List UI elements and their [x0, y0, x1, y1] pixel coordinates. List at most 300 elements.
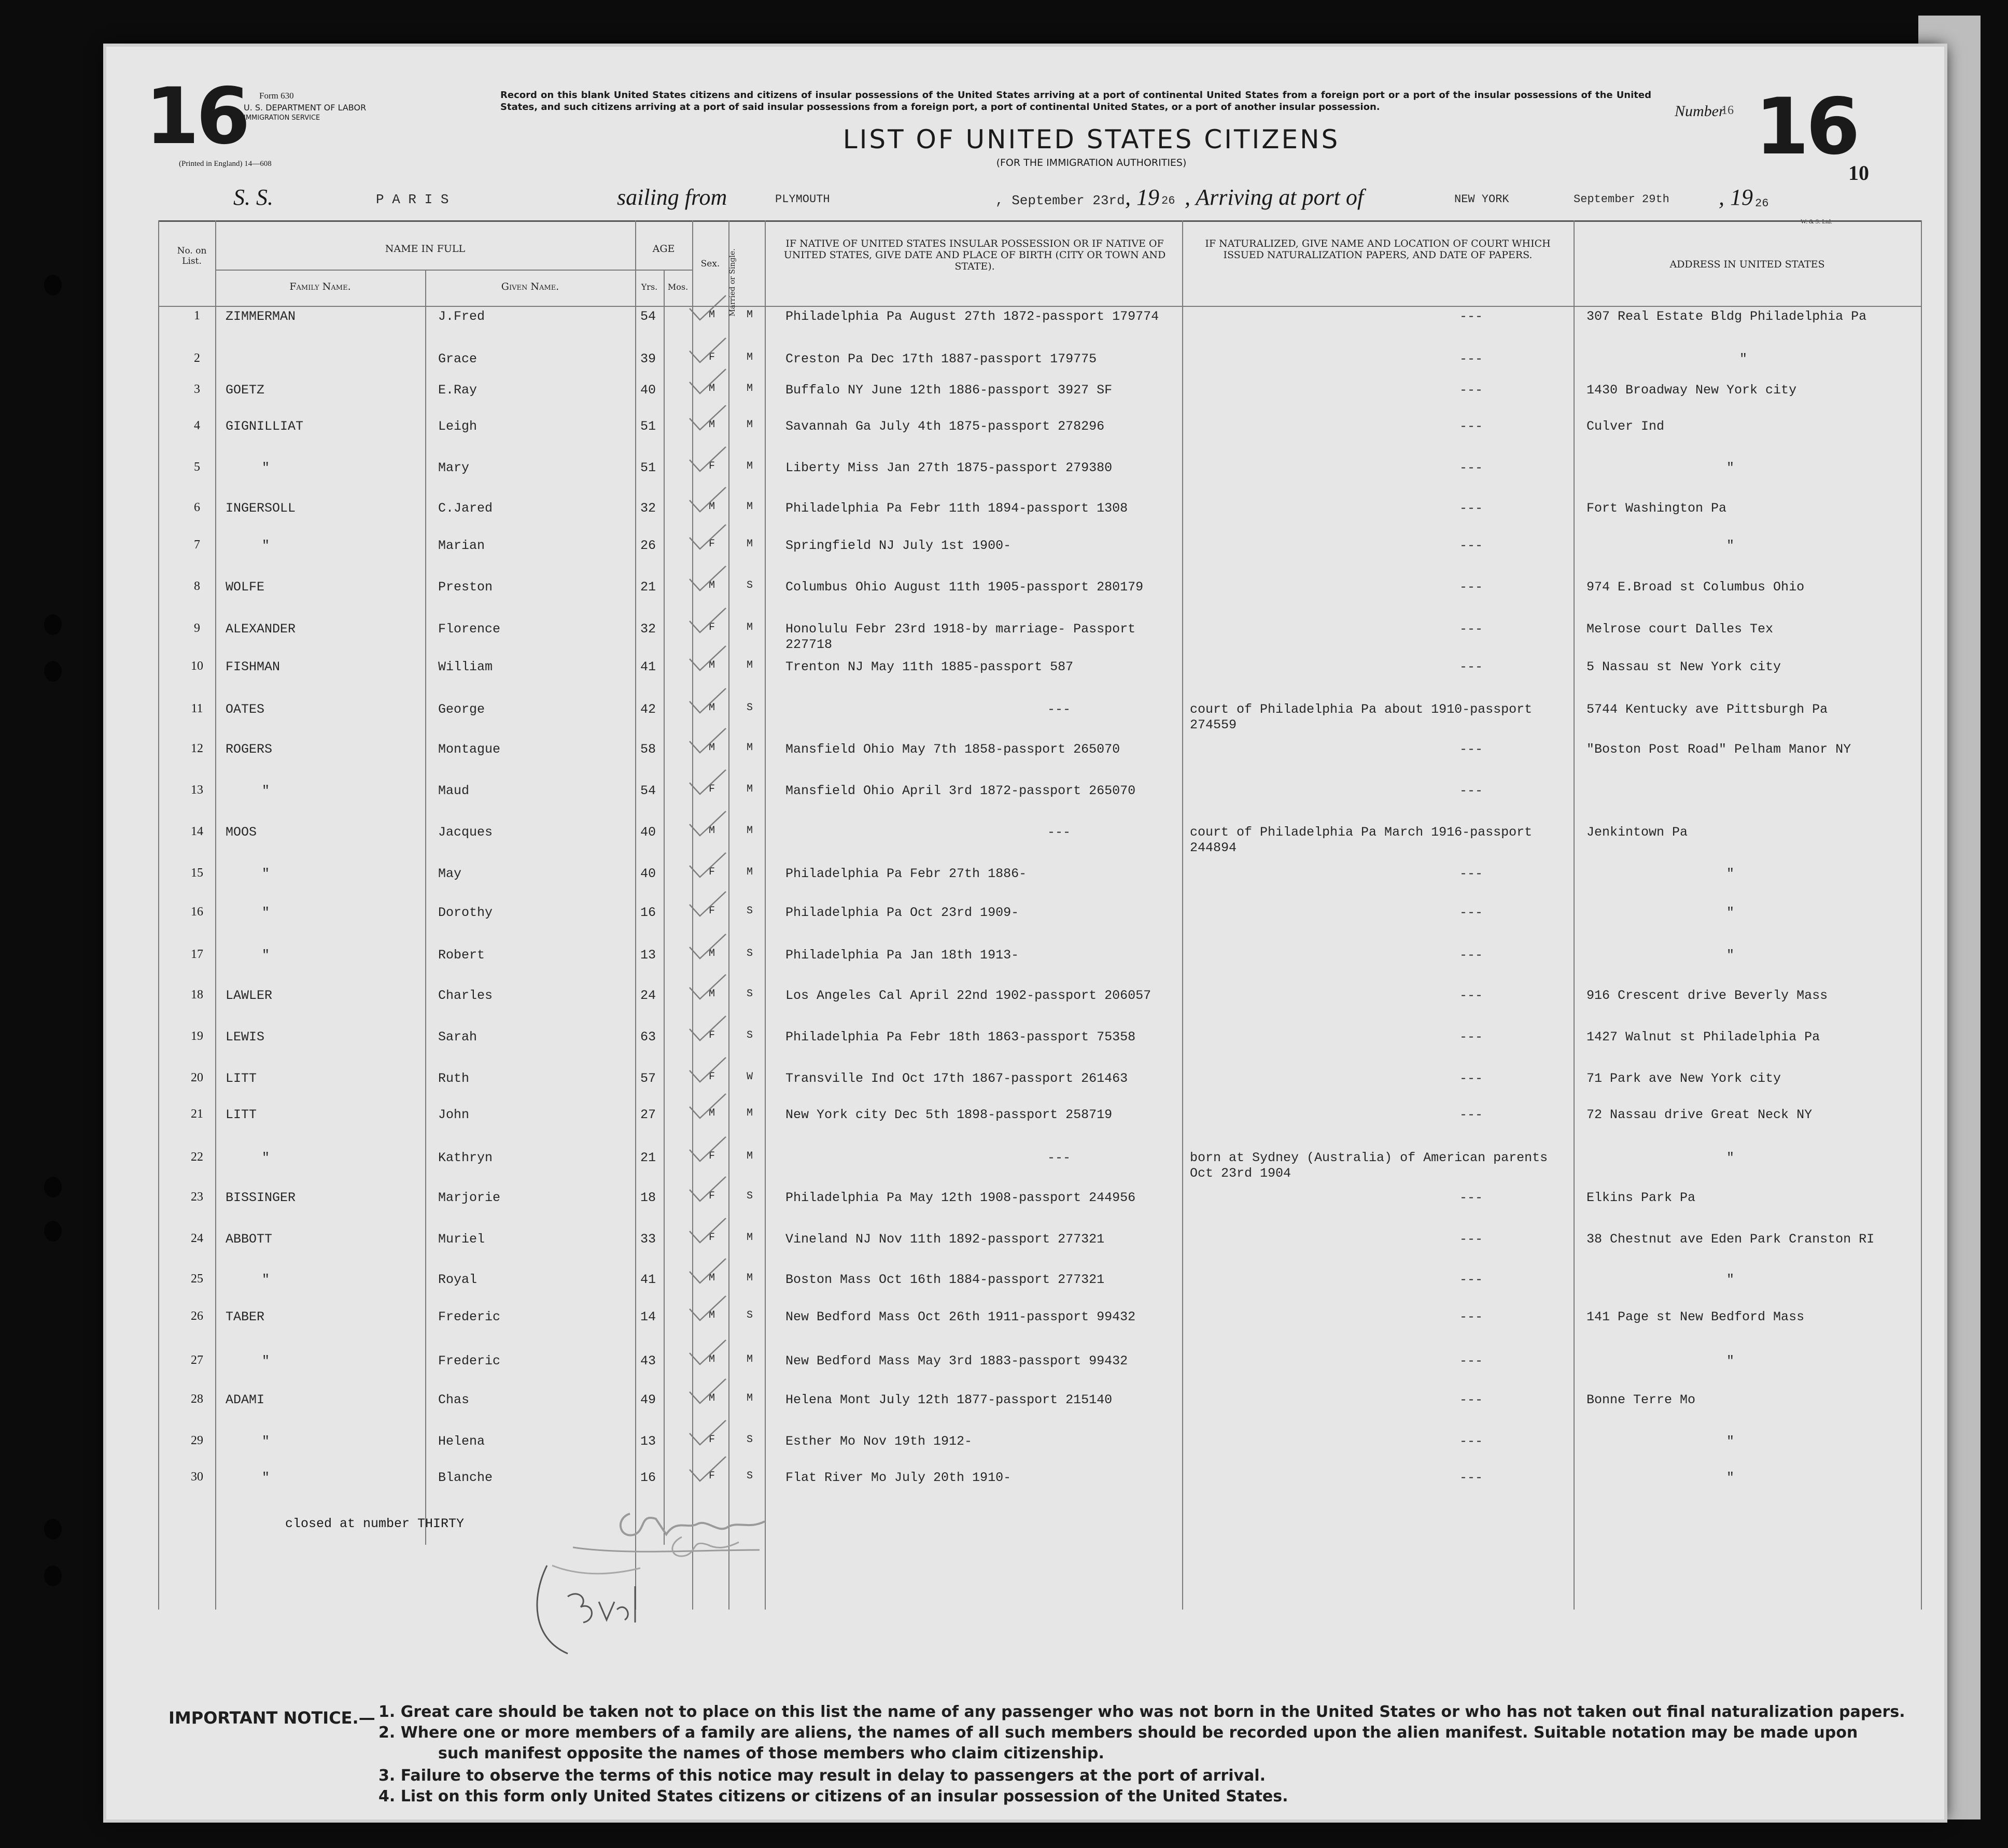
cell-family: TABER: [226, 1309, 265, 1324]
manifest-sheet: [106, 47, 1944, 1819]
binder-hole: [44, 1177, 62, 1197]
form-number-left: 16: [145, 72, 247, 162]
row-number: 23: [191, 1190, 203, 1204]
cell-ms: M: [747, 383, 753, 394]
pencil-check-mark: [687, 1418, 728, 1449]
row-number: 2: [194, 351, 200, 365]
table-row: [106, 1104, 1944, 1125]
cell-given: Montague: [438, 742, 501, 757]
pencil-check-mark: [687, 1293, 728, 1324]
cell-age: 51: [640, 460, 656, 475]
cell-nat: ---: [1459, 580, 1483, 595]
cell-age: 21: [640, 580, 656, 595]
table-row: [106, 1229, 1944, 1249]
cell-family: GIGNILLIAT: [226, 419, 304, 434]
cell-nat: ---: [1459, 783, 1483, 798]
department: U. S. DEPARTMENT OF LABOR: [244, 103, 367, 112]
pencil-check-mark: [687, 932, 728, 963]
cell-age: 24: [640, 988, 656, 1003]
cell-age: 26: [640, 538, 656, 553]
cell-given: William: [438, 659, 493, 674]
cell-birth: Mansfield Ohio April 3rd 1872-passport 265070: [785, 783, 1136, 798]
cell-addr: ": [1726, 460, 1735, 475]
cell-ms: S: [747, 580, 753, 591]
cell-sex: F: [709, 538, 715, 550]
header-naturalized: IF NATURALIZED, GIVE NAME AND LOCATION OF COURT WHICH ISSUED NATURALIZATION PAPERS, AND DATE OF PAPERS.: [1205, 238, 1551, 261]
cell-sex: F: [709, 460, 715, 472]
pencil-check-mark: [687, 366, 728, 398]
ship-name: P A R I S: [376, 192, 449, 207]
cell-given: Frederic: [438, 1309, 501, 1324]
pencil-check-mark: [687, 972, 728, 1003]
notice-item-2b: such manifest opposite the names of those members who claim citizenship.: [438, 1744, 1104, 1762]
page-mark: 10: [1848, 161, 1869, 185]
cell-age: 39: [640, 351, 656, 366]
cell-age: 32: [640, 501, 656, 516]
row-number: 29: [191, 1434, 203, 1447]
cell-family: ALEXANDER: [226, 622, 296, 637]
cell-birth: Transville Ind Oct 17th 1867-passport 261463: [785, 1071, 1128, 1086]
cell-addr: 1430 Broadway New York city: [1586, 383, 1797, 398]
cell-addr: ": [1726, 1272, 1735, 1287]
cell-age: 18: [640, 1190, 656, 1205]
header-given-name: Given Name.: [501, 281, 559, 292]
row-number: 19: [191, 1029, 203, 1043]
cell-addr: ": [1726, 866, 1735, 881]
table-row: [106, 498, 1944, 518]
row-number: 20: [191, 1071, 203, 1084]
header-name-in-full: NAME IN FULL: [385, 243, 466, 255]
row-number: 17: [191, 948, 203, 961]
binder-hole: [44, 1221, 62, 1242]
cell-sex: F: [709, 1434, 715, 1446]
pencil-check-mark: [687, 293, 728, 324]
cell-birth: Honolulu Febr 23rd 1918-by marriage- Passport: [785, 622, 1136, 637]
cell-addr: 1427 Walnut st Philadelphia Pa: [1586, 1029, 1820, 1045]
table-row: [106, 1026, 1944, 1047]
cell-family: ABBOTT: [226, 1232, 273, 1247]
cell-age: 40: [640, 825, 656, 840]
cell-birth: Savannah Ga July 4th 1875-passport 278296: [785, 419, 1105, 434]
row-number: 28: [191, 1392, 203, 1406]
cell-addr: 71 Park ave New York city: [1586, 1071, 1781, 1086]
cell-given: Robert: [438, 948, 485, 963]
cell-given: Kathryn: [438, 1150, 493, 1165]
table-row: [106, 379, 1944, 400]
row-number: 10: [191, 659, 203, 673]
cell-given: Ruth: [438, 1071, 470, 1086]
row-number: 9: [194, 622, 200, 635]
cell-nat: ---: [1459, 1470, 1483, 1485]
cell-birth: Philadelphia Pa Febr 27th 1886-: [785, 866, 1027, 881]
cell-birth: Los Angeles Cal April 22nd 1902-passport 206057: [785, 988, 1152, 1003]
cell-addr: ": [1726, 1470, 1735, 1485]
row-number: 11: [191, 702, 203, 715]
cell-family: INGERSOLL: [226, 501, 296, 516]
row-number: 14: [191, 825, 203, 838]
cell-age: 41: [640, 1272, 656, 1287]
cell-nat: ---: [1459, 1232, 1483, 1247]
cell-given: Maud: [438, 783, 470, 798]
cell-nat: ---: [1459, 1190, 1483, 1205]
cell-birth: Vineland NJ Nov 11th 1892-passport 277321: [785, 1232, 1105, 1247]
cell-birth: Philadelphia Pa May 12th 1908-passport 244956: [785, 1190, 1136, 1205]
cell-birth: Philadelphia Pa August 27th 1872-passport 179774: [785, 309, 1159, 324]
cell-sex: F: [709, 1071, 715, 1083]
cell-birth: Helena Mont July 12th 1877-passport 215140: [785, 1392, 1113, 1407]
table-row: [106, 1467, 1944, 1488]
cell-birth: Columbus Ohio August 11th 1905-passport 280179: [785, 580, 1144, 595]
cell-given: J.Fred: [438, 309, 485, 324]
cell-ms: M: [747, 538, 753, 550]
table-row: [106, 348, 1944, 369]
cell-given: Jacques: [438, 825, 493, 840]
cell-nat: court of Philadelphia Pa about 1910-passport: [1190, 702, 1533, 717]
cell-sex: M: [709, 383, 715, 394]
cell-addr: 5 Nassau st New York city: [1586, 659, 1781, 674]
form-subtitle: (FOR THE IMMIGRATION AUTHORITIES): [996, 157, 1187, 168]
row-number: 27: [191, 1353, 203, 1367]
cell-sex: F: [709, 622, 715, 633]
cell-addr: 5744 Kentucky ave Pittsburgh Pa: [1586, 702, 1828, 717]
notice-item-4: 4. List on this form only United States citizens or citizens of an insular possession of the United States.: [378, 1787, 1288, 1805]
pencil-check-mark: [687, 522, 728, 553]
binder-hole: [44, 614, 62, 635]
cell-addr: 38 Chestnut ave Eden Park Cranston RI: [1586, 1232, 1875, 1247]
cell-nat: ---: [1459, 1353, 1483, 1369]
row-number: 1: [194, 309, 200, 322]
cell-nat: ---: [1459, 460, 1483, 475]
cell-nat: ---: [1459, 659, 1483, 674]
table-row: [106, 985, 1944, 1006]
cell-birth: New Bedford Mass Oct 26th 1911-passport 99432: [785, 1309, 1136, 1324]
cell-birth: Philadelphia Pa Oct 23rd 1909-: [785, 905, 1019, 920]
cell-ms: M: [747, 1392, 753, 1404]
cell-sex: F: [709, 1029, 715, 1041]
row-number: 25: [191, 1272, 203, 1286]
cell-birth: New Bedford Mass May 3rd 1883-passport 99432: [785, 1353, 1128, 1369]
cell-ms: S: [747, 905, 753, 917]
cell-sex: M: [709, 1392, 715, 1404]
cell-ms: W: [747, 1071, 753, 1083]
binder-hole: [44, 1519, 62, 1540]
cell-nat: ---: [1459, 383, 1483, 398]
cell-sex: M: [709, 1353, 715, 1365]
cell-sex: F: [709, 1232, 715, 1244]
notice-item-3: 3. Failure to observe the terms of this notice may result in delay to passengers at the port of arrival.: [378, 1767, 1266, 1785]
table-row: [106, 1147, 1944, 1181]
cell-family: WOLFE: [226, 580, 265, 595]
cell-birth: Springfield NJ July 1st 1900-: [785, 538, 1012, 553]
cell-ms: M: [747, 1150, 753, 1162]
cell-sex: F: [709, 783, 715, 795]
cell-ms: M: [747, 825, 753, 837]
cell-given: John: [438, 1107, 470, 1122]
cell-family: ": [262, 538, 270, 553]
cell-given: Grace: [438, 351, 478, 366]
table-row: [106, 1269, 1944, 1290]
cell-family: ZIMMERMAN: [226, 309, 296, 324]
cell-nat: ---: [1459, 538, 1483, 553]
cell-addr: ": [1726, 1353, 1735, 1369]
cell-sex: F: [709, 1150, 715, 1162]
cell-addr: ": [1726, 1150, 1735, 1165]
cell-age: 32: [640, 622, 656, 637]
cell-ms: M: [747, 419, 753, 431]
cell-ms: M: [747, 742, 753, 754]
cell-addr: Culver Ind: [1586, 419, 1665, 434]
pencil-check-mark: [687, 1134, 728, 1165]
header-no: No. on List.: [177, 246, 207, 266]
cell-sex: M: [709, 1107, 715, 1119]
closing-note: closed at number THIRTY: [285, 1516, 465, 1531]
cell-ms: S: [747, 988, 753, 1000]
cell-given: E.Ray: [438, 383, 478, 398]
cell-family: OATES: [226, 702, 265, 717]
cell-birth: Philadelphia Pa Febr 18th 1863-passport 75358: [785, 1029, 1136, 1045]
cell-ms: M: [747, 1232, 753, 1244]
cell-family: BISSINGER: [226, 1190, 296, 1205]
pencil-check-mark: [687, 1091, 728, 1122]
cell-family: ": [262, 948, 270, 963]
pencil-check-mark: [687, 485, 728, 516]
table-row: [106, 535, 1944, 556]
cell-given: May: [438, 866, 462, 881]
cell-ms: M: [747, 659, 753, 671]
pencil-check-mark: [687, 1013, 728, 1045]
table-row: [106, 739, 1944, 759]
cell-given: Marian: [438, 538, 485, 553]
cell-age: 16: [640, 905, 656, 920]
cell-age: 40: [640, 383, 656, 398]
cell-family: ": [262, 1353, 270, 1369]
pencil-check-mark: [687, 1337, 728, 1369]
cell-given: Royal: [438, 1272, 478, 1287]
pencil-check-mark: [687, 335, 728, 366]
cell-ms: S: [747, 1470, 753, 1482]
cell-nat: ---: [1459, 1309, 1483, 1324]
cell-family: ": [262, 1272, 270, 1287]
cell-nat-continued: Oct 23rd 1904: [1190, 1166, 1291, 1181]
cell-sex: M: [709, 742, 715, 754]
row-number: 21: [191, 1107, 203, 1121]
cell-addr: "Boston Post Road" Pelham Manor NY: [1586, 742, 1851, 757]
pencil-check-mark: [687, 850, 728, 881]
cell-given: Muriel: [438, 1232, 485, 1247]
table-row: [106, 1306, 1944, 1327]
cell-nat: ---: [1459, 351, 1483, 366]
cell-nat: ---: [1459, 1107, 1483, 1122]
row-number: 30: [191, 1470, 203, 1484]
table-row: [106, 863, 1944, 884]
cell-family: LEWIS: [226, 1029, 265, 1045]
cell-given: Blanche: [438, 1470, 493, 1485]
cell-birth: Mansfield Ohio May 7th 1858-passport 265070: [785, 742, 1120, 757]
cell-nat: ---: [1459, 1071, 1483, 1086]
row-number: 18: [191, 988, 203, 1001]
header-address: ADDRESS IN UNITED STATES: [1669, 259, 1825, 270]
table-row: [106, 1350, 1944, 1371]
row-number: 4: [194, 419, 200, 432]
cell-sex: M: [709, 825, 715, 837]
cell-nat: ---: [1459, 988, 1483, 1003]
cell-sex: M: [709, 580, 715, 591]
pencil-check-mark: [687, 1376, 728, 1407]
cell-age: 63: [640, 1029, 656, 1045]
cell-addr: 307 Real Estate Bldg Philadelphia Pa: [1586, 309, 1867, 324]
cell-given: Helena: [438, 1434, 485, 1449]
cell-ms: M: [747, 866, 753, 878]
cell-age: 40: [640, 866, 656, 881]
cell-sex: M: [709, 1309, 715, 1321]
cell-nat-continued: 244894: [1190, 840, 1237, 855]
table-row: [106, 306, 1944, 327]
cell-nat: court of Philadelphia Pa March 1916-passport: [1190, 825, 1533, 840]
table-row: [106, 822, 1944, 855]
cell-addr: Fort Washington Pa: [1586, 501, 1727, 516]
cell-sex: F: [709, 905, 715, 917]
table-row: [106, 1068, 1944, 1089]
row-number: 26: [191, 1309, 203, 1323]
cell-ms: M: [747, 1272, 753, 1284]
cell-given: Frederic: [438, 1353, 501, 1369]
row-number: 12: [191, 742, 203, 755]
cell-sex: F: [709, 351, 715, 363]
cell-nat-continued: 274559: [1190, 717, 1237, 732]
header-mos: Mos.: [667, 282, 689, 292]
row-number: 24: [191, 1232, 203, 1245]
cell-birth-continued: 227718: [785, 637, 833, 652]
printed-note: (Printed in England) 14—608: [179, 160, 272, 168]
form-title: LIST OF UNITED STATES CITIZENS: [842, 124, 1340, 154]
cell-ms: S: [747, 1309, 753, 1321]
cell-birth: ---: [1047, 1150, 1071, 1165]
cell-sex: M: [709, 988, 715, 1000]
cell-nat: ---: [1459, 1392, 1483, 1407]
pencil-check-mark: [687, 1174, 728, 1205]
cell-sex: F: [709, 1190, 715, 1202]
cell-ms: M: [747, 783, 753, 795]
cell-nat: ---: [1459, 905, 1483, 920]
row-number: 22: [191, 1150, 203, 1164]
cell-family: ": [262, 1434, 270, 1449]
binder-hole: [44, 1565, 62, 1586]
cell-given: Preston: [438, 580, 493, 595]
cell-birth: Buffalo NY June 12th 1886-passport 3927 SF: [785, 383, 1113, 398]
cell-nat: born at Sydney (Australia) of American parents: [1190, 1150, 1548, 1165]
header-yrs: Yrs.: [641, 282, 658, 292]
cell-sex: F: [709, 1470, 715, 1482]
cell-given: Chas: [438, 1392, 470, 1407]
cell-sex: M: [709, 419, 715, 431]
number-small: 16: [1721, 104, 1734, 117]
pencil-check-mark: [687, 643, 728, 674]
pencil-check-mark: [687, 563, 728, 595]
table-top-rule: [158, 220, 1921, 222]
table-row: [106, 699, 1944, 732]
cell-ms: M: [747, 460, 753, 472]
cell-birth: ---: [1047, 702, 1071, 717]
cell-family: GOETZ: [226, 383, 265, 398]
cell-nat: ---: [1459, 622, 1483, 637]
cell-ms: M: [747, 309, 753, 321]
row-number: 3: [194, 383, 200, 396]
row-number: 15: [191, 866, 203, 880]
arrival-port: NEW YORK: [1454, 193, 1509, 206]
form-number-right: 16: [1755, 82, 1857, 172]
cell-nat: ---: [1459, 1434, 1483, 1449]
header-birth-place: IF NATIVE OF UNITED STATES INSULAR POSSESSION OR IF NATIVE OF UNITED STATES, GIVE DATE AND PLACE OF BIRTH (CITY OR TOWN AND STATE).: [783, 238, 1166, 272]
cell-addr: 916 Crescent drive Beverly Mass: [1586, 988, 1828, 1003]
pencil-check-mark: [687, 403, 728, 434]
binder-hole: [44, 661, 62, 682]
cell-age: 54: [640, 783, 656, 798]
cell-age: 14: [640, 1309, 656, 1324]
cell-sex: M: [709, 948, 715, 960]
pencil-check-mark: [687, 889, 728, 920]
cell-given: Dorothy: [438, 905, 493, 920]
cell-age: 13: [640, 948, 656, 963]
cell-family: ROGERS: [226, 742, 273, 757]
cell-given: C.Jared: [438, 501, 493, 516]
cell-nat: ---: [1459, 1029, 1483, 1045]
cell-family: ": [262, 866, 270, 881]
arrival-date: September 29th: [1574, 193, 1669, 206]
row-number: 8: [194, 580, 200, 593]
cell-birth: Liberty Miss Jan 27th 1875-passport 279380: [785, 460, 1113, 475]
pencil-check-mark: [687, 809, 728, 840]
cell-given: Sarah: [438, 1029, 478, 1045]
cell-age: 49: [640, 1392, 656, 1407]
arrival-year: 26: [1755, 197, 1769, 210]
sail-year-prefix: , 19: [1125, 185, 1159, 210]
table-row: [106, 576, 1944, 597]
ss-label: S. S.: [233, 185, 273, 210]
arriving-label: , Arriving at port of: [1185, 185, 1364, 210]
sailing-label: sailing from: [617, 185, 727, 210]
notice-item-2: 2. Where one or more members of a family are aliens, the names of all such members should be recorded upon the alien manifest. Suitable notation may be made upon: [378, 1724, 1858, 1742]
cell-family: ": [262, 1150, 270, 1165]
header-age: AGE: [652, 243, 675, 255]
header-family-name: Family Name.: [289, 281, 351, 292]
cell-age: 54: [640, 309, 656, 324]
cell-nat: ---: [1459, 742, 1483, 757]
cell-birth: Creston Pa Dec 17th 1887-passport 179775: [785, 351, 1097, 366]
table-row: [106, 656, 1944, 677]
cell-birth: Trenton NJ May 11th 1885-passport 587: [785, 659, 1074, 674]
cell-addr: 141 Page st New Bedford Mass: [1586, 1309, 1805, 1324]
cell-birth: Esther Mo Nov 19th 1912-: [785, 1434, 973, 1449]
cell-family: ": [262, 1470, 270, 1485]
cell-addr: 974 E.Broad st Columbus Ohio: [1586, 580, 1805, 595]
cell-sex: M: [709, 659, 715, 671]
cell-sex: M: [709, 1272, 715, 1284]
row-number: 16: [191, 905, 203, 919]
cell-sex: M: [709, 309, 715, 321]
arrival-year-prefix: , 19: [1719, 185, 1753, 210]
row-number: 7: [194, 538, 200, 552]
cell-family: ": [262, 905, 270, 920]
header-sex: Sex.: [700, 259, 720, 269]
pencil-check-mark: [687, 686, 728, 717]
table-row: [106, 457, 1944, 478]
cell-ms: M: [747, 1353, 753, 1365]
table-row: [106, 1431, 1944, 1451]
form-no: Form 630: [259, 91, 294, 101]
cell-ms: M: [747, 622, 753, 633]
sail-date: , September 23rd: [995, 193, 1125, 208]
cell-given: George: [438, 702, 485, 717]
